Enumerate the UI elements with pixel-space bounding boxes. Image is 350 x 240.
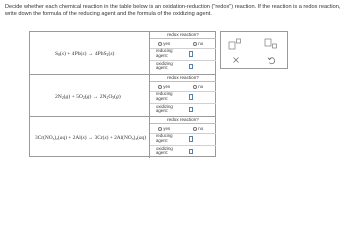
- answer-cell: [150, 117, 216, 158]
- redox-question: redox reaction?: [150, 32, 216, 39]
- radio-circle-icon: [158, 85, 162, 89]
- clear-button[interactable]: [230, 54, 242, 66]
- reaction-row: [30, 32, 216, 74]
- undo-button[interactable]: [265, 54, 277, 66]
- oxidizing-agent-input[interactable]: [189, 64, 193, 70]
- reducing-agent-input[interactable]: [189, 51, 193, 57]
- equation-1-graphic: [34, 46, 146, 60]
- subscript-button[interactable]: [263, 37, 279, 51]
- svg-text:3Cr(NO3)2(aq) + 2Al(s) → 3Cr(s: $3Cr(NO_3)_2(aq) + 2Al(s) \to 3Cr(s) + 2Al(NO_3)_3(aq)$: [34, 134, 146, 141]
- yes-radio[interactable]: yes: [158, 126, 170, 131]
- oxidizing-agent-input[interactable]: [189, 149, 193, 155]
- oxidizing-agent-label: oxidizing agent:: [156, 145, 173, 156]
- reducing-agent-input[interactable]: [189, 94, 193, 100]
- no-radio[interactable]: no: [193, 41, 203, 46]
- radio-circle-icon: [158, 42, 162, 46]
- radio-circle-icon: [193, 42, 197, 46]
- reaction-row: [30, 116, 216, 158]
- superscript-box-icon: [228, 38, 242, 50]
- answer-cell: [150, 32, 216, 74]
- reaction-equation: [30, 75, 150, 116]
- answer-cell: [150, 75, 216, 116]
- no-radio[interactable]: no: [193, 84, 203, 89]
- svg-text:2N2(g) + 5O2(g) → 2N2O5(g): $2N_2(g) + 5O_2(g) \to 2N_2O_5(g)$: [54, 93, 121, 100]
- svg-text:S8(s) + 4Pb(s) → 4PbS2(s): $S_8(s) + 4Pb(s) \to 4PbS_2(s)$: [54, 51, 114, 58]
- equation-3-graphic: [31, 130, 149, 146]
- reducing-agent-label: reducing agent:: [156, 48, 173, 58]
- oxidizing-agent-label: oxidizing agent:: [156, 103, 173, 114]
- undo-icon: [267, 56, 276, 65]
- reaction-equation: [30, 117, 150, 158]
- reducing-agent-input[interactable]: [189, 136, 193, 142]
- reaction-equation: [30, 32, 150, 74]
- radio-circle-icon: [158, 127, 162, 131]
- radio-circle-icon: [193, 85, 197, 89]
- yes-radio[interactable]: yes: [158, 84, 170, 89]
- reaction-table: [29, 31, 216, 157]
- radio-circle-icon: [193, 127, 197, 131]
- answer-tool-panel: [220, 31, 288, 69]
- reaction-row: [30, 74, 216, 116]
- redox-question: redox reaction?: [150, 75, 216, 82]
- superscript-button[interactable]: [227, 37, 243, 51]
- no-radio[interactable]: no: [193, 126, 203, 131]
- equation-2-graphic: [34, 89, 146, 103]
- reducing-agent-label: reducing agent:: [156, 133, 173, 143]
- instructions-text: Decide whether each chemical reaction in the table below is an oxidation-reduction ("redox") reaction. If the reaction is a redox reaction, write down the formula of the reducing agent and the formula of the oxidizing agent.: [5, 4, 341, 18]
- reducing-agent-label: reducing agent:: [156, 91, 173, 101]
- oxidizing-agent-input[interactable]: [189, 107, 193, 113]
- oxidizing-agent-label: oxidizing agent:: [156, 60, 173, 71]
- yes-radio[interactable]: yes: [158, 41, 170, 46]
- clear-x-icon: [232, 56, 240, 64]
- subscript-box-icon: [264, 38, 278, 50]
- redox-question: redox reaction?: [150, 117, 216, 124]
